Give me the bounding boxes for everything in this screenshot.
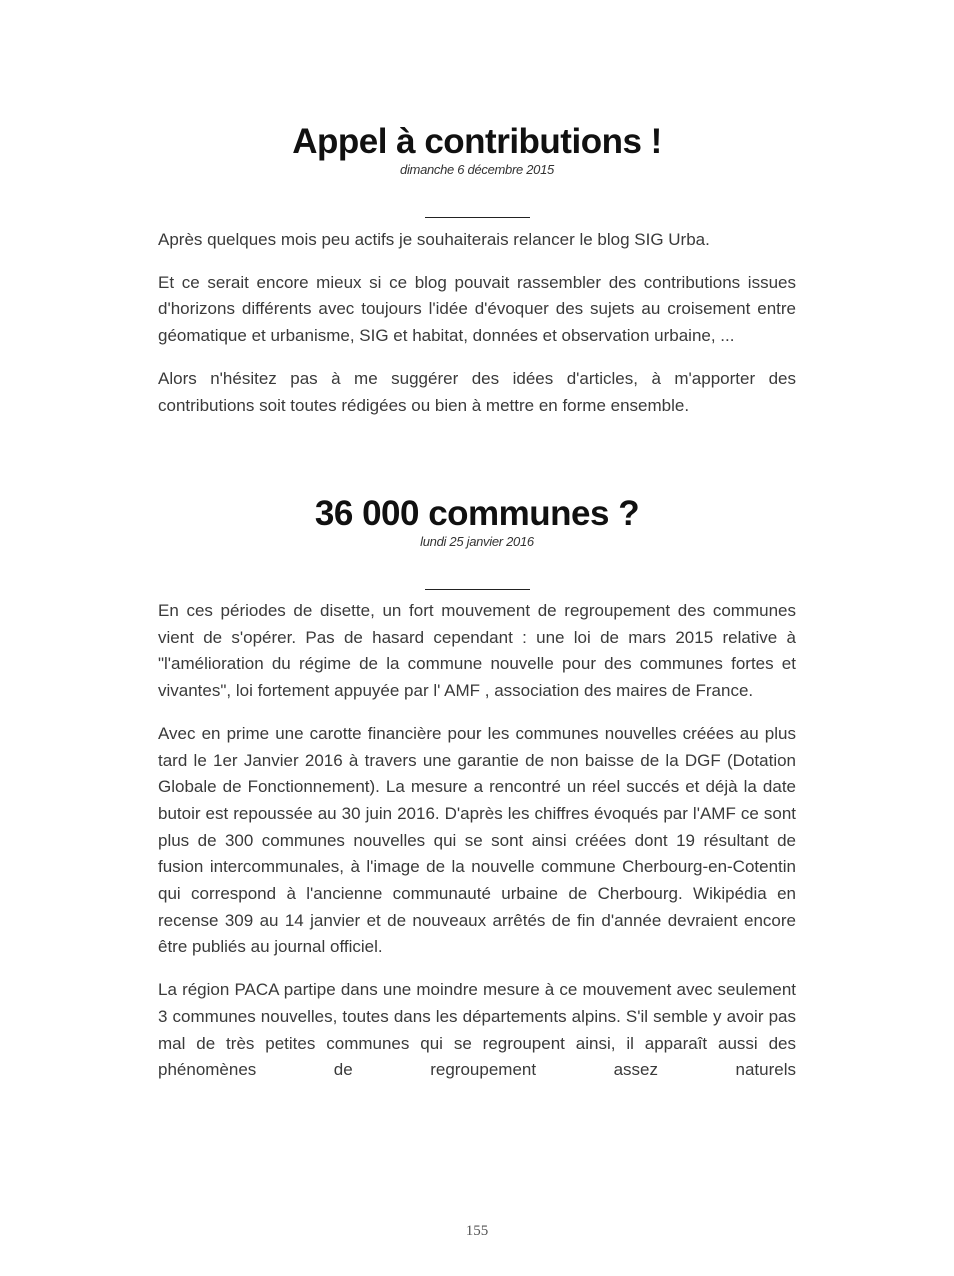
separator-line (425, 589, 530, 590)
article-date: dimanche 6 décembre 2015 (400, 162, 554, 177)
article-separator (158, 589, 796, 590)
article-36000-communes (158, 494, 796, 550)
paragraph: La région PACA partipe dans une moindre mesure à ce mouvement avec seulement 3 communes nouvelles, toutes dans les départements alpins. S'il semble y avoir pas mal de très petites communes qui se regroupent ainsi, il apparaît aussi des phénomènes de regroupement assez naturels (158, 980, 796, 1080)
paragraph: En ces périodes de disette, un fort mouvement de regroupement des communes vient de s'opérer. Pas de hasard cependant : une loi de mars 2015 relative à "l'amélioration du régime de la commune nouvelle pour des communes fortes et vivantes", loi fortement appuyée par l' AMF , association des maires de France. (158, 601, 796, 701)
paragraph: Avec en prime une carotte financière pour les communes nouvelles créées au plus tard le 1er Janvier 2016 à travers une garantie de non baisse de la DGF (Dotation Globale de Fonctionnement). La mesure a rencontré un réel succés et déjà la date butoir est repoussée au 30 juin 2016. D'après les chiffres évoqués par l'AMF ce sont plus de 300 communes nouvelles qui se sont ainsi créées dont 19 résultant de fusion intercommunales, à l'image de la nouvelle commune Cherbourg-en-Cotentin qui correspond à l'ancienne communauté urbaine de Cherbourg. Wikipédia en recense 309 au 14 janvier et de nouveaux arrêtés de fin d'année devraient encore être publiés au journal officiel. (158, 723, 796, 957)
page-number: 155 (465, 1223, 489, 1239)
article-body (158, 227, 796, 419)
paragraph: Et ce serait encore mieux si ce blog pouvait rassembler des contributions issues d'horizons différents avec toujours l'idée d'évoquer des sujets au croisement entre géomatique et urbanisme, SIG et habitat, données et observation urbaine, ... (158, 272, 796, 346)
paragraph: Après quelques mois peu actifs je souhaiterais relancer le blog SIG Urba. (158, 230, 710, 249)
article-separator (158, 217, 796, 218)
article-date: lundi 25 janvier 2016 (420, 534, 534, 549)
article-appel-contributions (158, 122, 796, 178)
article-body (158, 598, 796, 1084)
paragraph: Alors n'hésitez pas à me suggérer des idées d'articles, à m'apporter des contributions soit toutes rédigées ou bien à mettre en forme ensemble. (158, 368, 796, 415)
article-title: Appel à contributions ! (292, 122, 662, 161)
separator-line (425, 217, 530, 218)
article-title: 36 000 communes ? (314, 494, 640, 533)
